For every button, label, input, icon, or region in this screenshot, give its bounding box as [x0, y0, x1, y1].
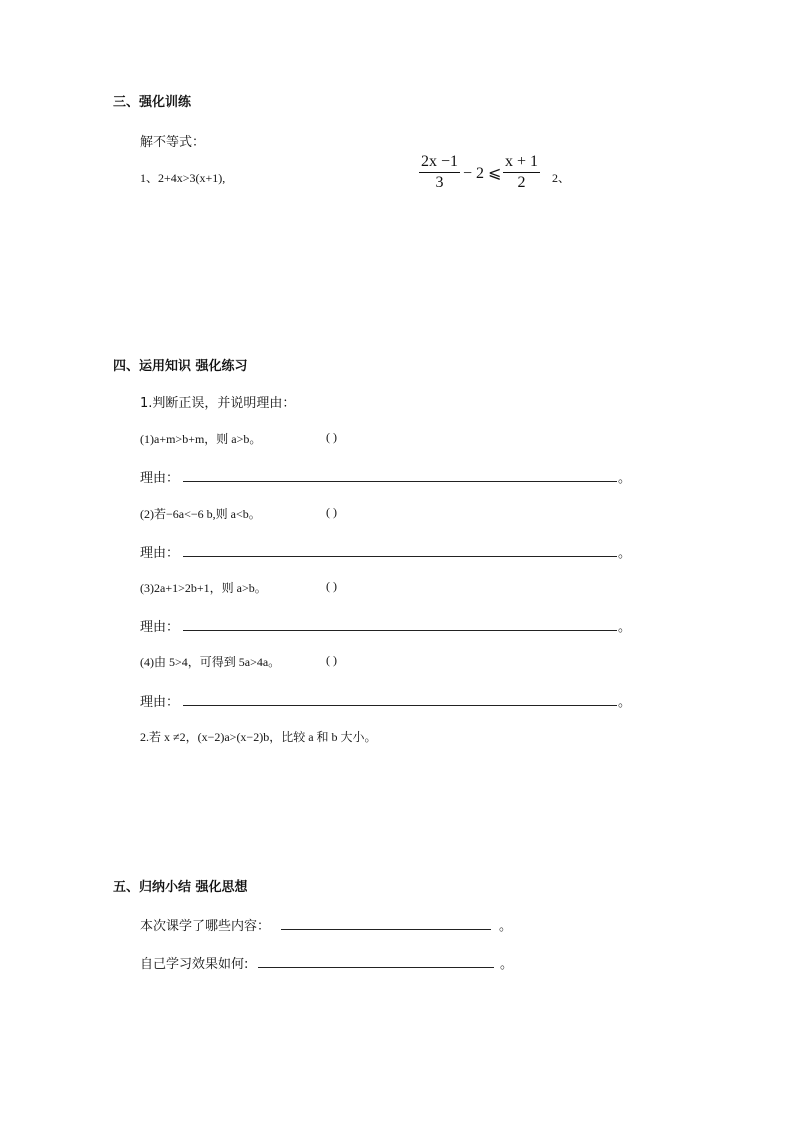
reason-line-3[interactable]: [183, 630, 617, 631]
reason-label-3: 理由：: [140, 620, 180, 635]
fraction-1: [419, 153, 460, 192]
summary-label-2: 自己学习效果如何:: [140, 957, 249, 972]
reason-end-1: 。: [618, 471, 632, 486]
section4-heading: 四、运用知识 强化练习: [113, 359, 248, 374]
reason-end-4: 。: [618, 695, 632, 710]
section3-heading: 三、强化训练: [113, 95, 192, 110]
fraction-1-denominator: 3: [435, 174, 444, 191]
reason-line-2[interactable]: [183, 556, 617, 557]
problem-2-middle: − 2 ⩽: [463, 165, 502, 182]
question-1-intro: 1.判断正误，并说明理由：: [140, 396, 296, 411]
summary-label-1: 本次课学了哪些内容：: [140, 919, 271, 934]
reason-line-1[interactable]: [183, 481, 617, 482]
problem-2-label: 2、: [552, 171, 571, 185]
problem-1: 1、2+4x>3(x+1),: [140, 171, 226, 185]
section5-heading: 五、归纳小结 强化思想: [113, 880, 248, 895]
answer-paren-1[interactable]: ( ): [326, 430, 337, 444]
judgement-item-3: (3)2a+1>2b+1，则 a>b。: [140, 581, 267, 595]
summary-end-1: 。: [499, 919, 513, 934]
judgement-item-2: (2)若−6a<−6 b,则 a<b。: [140, 507, 261, 521]
answer-paren-4[interactable]: ( ): [326, 653, 337, 667]
answer-paren-2[interactable]: ( ): [326, 505, 337, 519]
question-2: 2.若 x ≠2，(x−2)a>(x−2)b，比较 a 和 b 大小。: [140, 730, 377, 744]
reason-line-4[interactable]: [183, 705, 617, 706]
fraction-2-denominator: 2: [517, 174, 526, 191]
reason-end-2: 。: [618, 546, 632, 561]
reason-label-1: 理由：: [140, 471, 180, 486]
section3-instruction: 解不等式：: [140, 135, 206, 150]
fraction-1-numerator: 2x −1: [419, 153, 460, 173]
judgement-item-4: (4)由 5>4，可得到 5a>4a。: [140, 655, 281, 669]
fraction-2-numerator: x + 1: [503, 153, 540, 173]
judgement-item-1: (1)a+m>b+m，则 a>b。: [140, 432, 262, 446]
reason-label-4: 理由：: [140, 695, 180, 710]
summary-end-2: 。: [500, 957, 514, 972]
summary-line-2[interactable]: [258, 967, 494, 968]
reason-label-2: 理由：: [140, 546, 180, 561]
summary-line-1[interactable]: [281, 929, 491, 930]
reason-end-3: 。: [618, 620, 632, 635]
answer-paren-3[interactable]: ( ): [326, 579, 337, 593]
fraction-2: [503, 153, 540, 192]
